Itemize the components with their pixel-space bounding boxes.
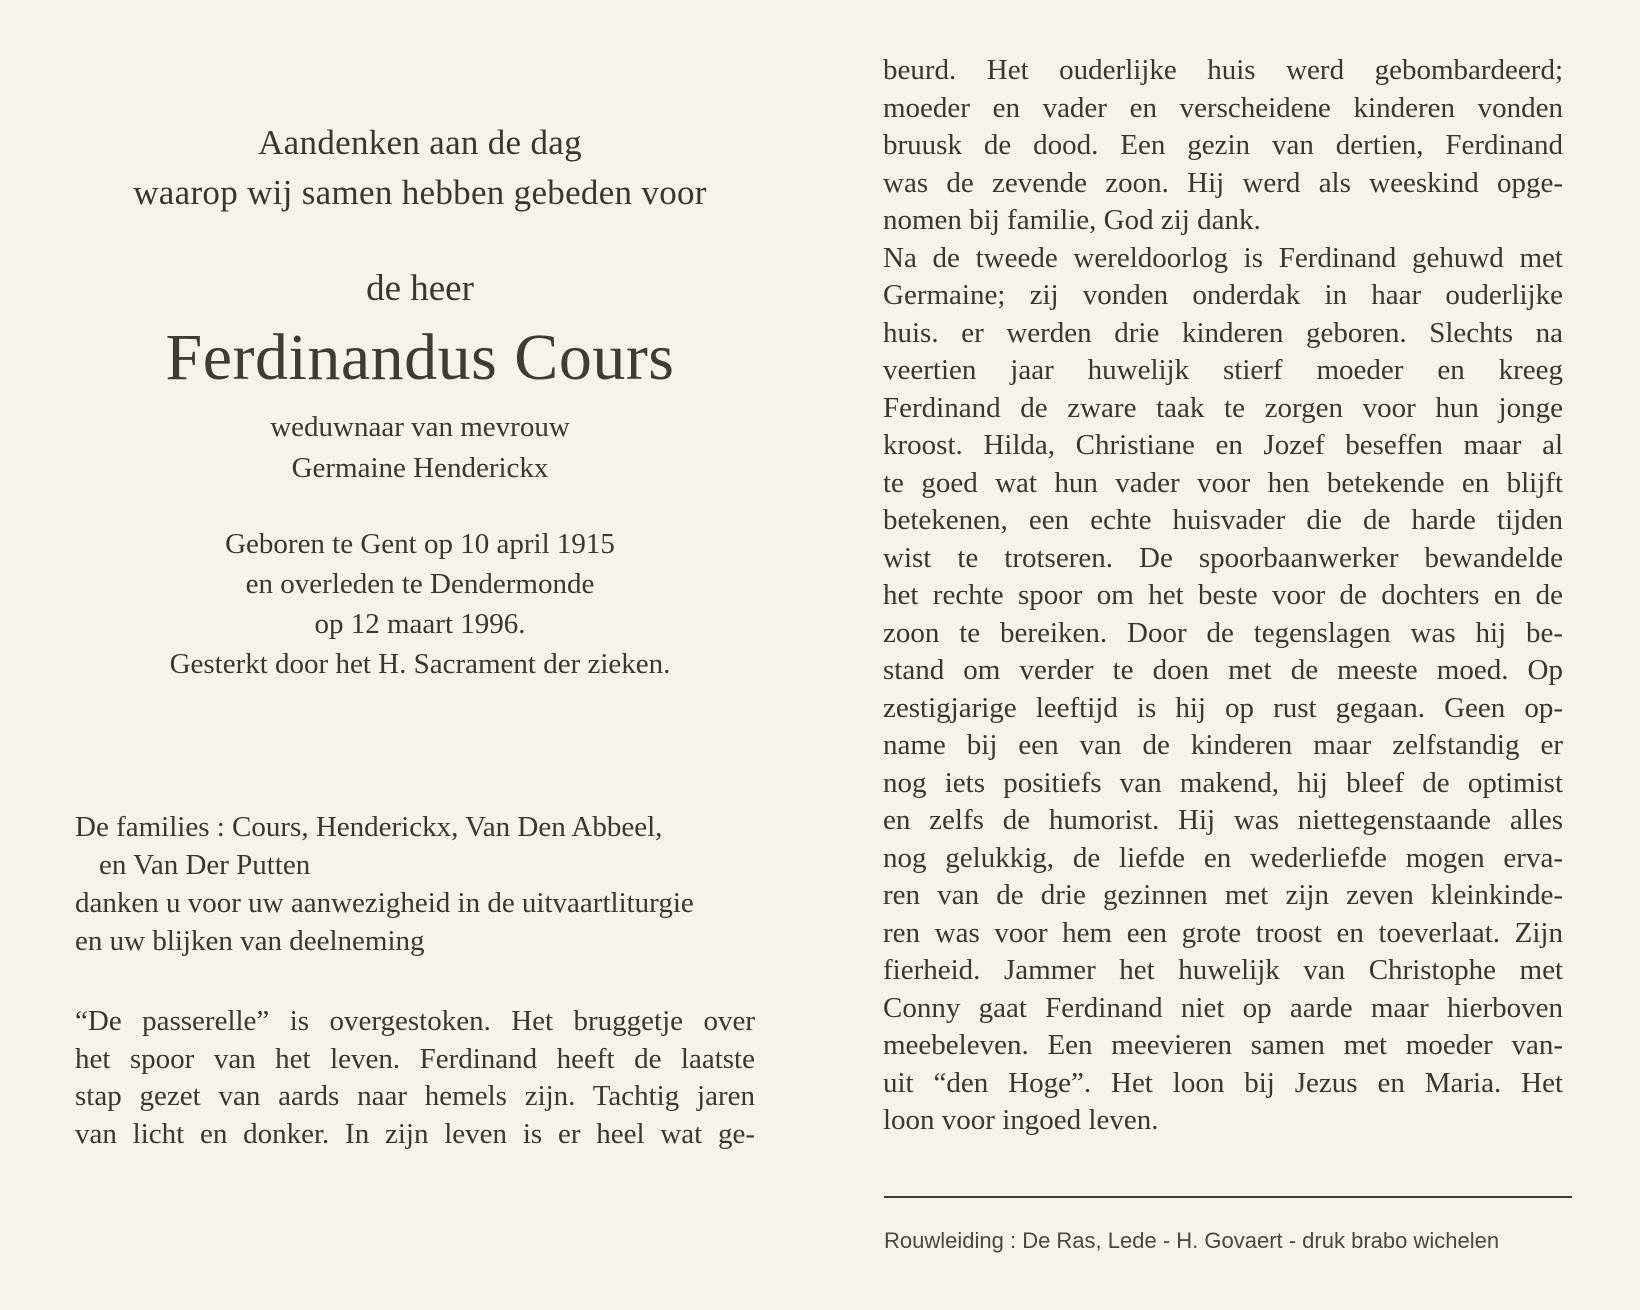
bio-line: Ferdinand de zware taak te zorgen voor hun jonge xyxy=(883,391,1563,424)
bio-line: bruusk de dood. Een gezin van dertien, Ferdinand xyxy=(883,129,1563,161)
bio-line: ren was voor hem een grote troost en toeverlaat. Zijn xyxy=(883,916,1563,949)
bio-line: huis. er werden drie kinderen geboren. Slechts na xyxy=(883,316,1563,349)
dates-line-1: Geboren te Gent op 10 april 1915 xyxy=(225,528,615,560)
families-line-4: en uw blijken van deelneming xyxy=(75,925,425,957)
families-thanks xyxy=(75,808,765,960)
bio-line: en zelfs de humorist. Hij was niettegenstaande alles xyxy=(883,804,1563,836)
bio-line: loon voor ingoed leven. xyxy=(883,1104,1159,1136)
families-line-1: De families : Cours, Henderickx, Van Den Abbeel, xyxy=(75,811,663,843)
dates-line-4: Gesterkt door het H. Sacrament der zieken. xyxy=(169,648,671,680)
families-line-3: danken u voor uw aanwezigheid in de uitvaartliturgie xyxy=(75,887,694,919)
bio-line: uit “den Hoge”. Het loon bij Jezus en Maria. Het xyxy=(883,1066,1563,1099)
bio-line: het spoor van het leven. Ferdinand heeft de laatste xyxy=(75,1042,755,1075)
bio-line: “De passerelle” is overgestoken. Het bruggetje over xyxy=(75,1005,755,1037)
bio-line: kroost. Hilda, Christiane en Jozef beseffen maar al xyxy=(883,429,1563,461)
deceased-name: Ferdinandus Cours xyxy=(165,321,675,394)
bio-line: nog iets positiefs van makend, hij bleef de optimist xyxy=(883,766,1563,799)
bio-line: te goed wat hun vader voor hen betekende en blijft xyxy=(883,466,1563,499)
intro-text xyxy=(80,118,760,218)
widower-text xyxy=(80,407,760,489)
bio-line: stap gezet van aards naar hemels zijn. Tachtig jaren xyxy=(75,1080,755,1112)
bio-line: van licht en donker. In zijn leven is er heel wat ge- xyxy=(75,1117,755,1150)
bio-line: Na de tweede wereldoorlog is Ferdinand gehuwd met xyxy=(883,241,1563,274)
title-de-heer: de heer xyxy=(366,268,474,309)
bio-line: nomen bij familie, God zij dank. xyxy=(883,204,1261,236)
bio-line: beurd. Het ouderlijke huis werd gebombardeerd; xyxy=(883,54,1563,86)
widower-line-2: Germaine Henderickx xyxy=(291,452,549,484)
bio-line: Germaine; zij vonden onderdak in haar ouderlijke xyxy=(883,279,1563,311)
bio-line: fierheid. Jammer het huwelijk van Christophe met xyxy=(883,954,1563,986)
bio-line: het rechte spoor om het beste voor de dochters en de xyxy=(883,579,1563,611)
bio-line: betekenen, een echte huisvader die de harde tijden xyxy=(883,504,1563,536)
bio-line: moeder en vader en verscheidene kinderen vonden xyxy=(883,91,1563,124)
bio-line: nog gelukkig, de liefde en wederliefde mogen erva- xyxy=(883,841,1563,874)
dates-line-3: op 12 maart 1996. xyxy=(314,608,526,640)
biography-left xyxy=(75,1003,755,1153)
bio-line: zoon te bereiken. Door de tegenslagen was hij be- xyxy=(883,616,1563,649)
bio-line: zestigjarige leeftijd is hij op rust gegaan. Geen op- xyxy=(883,691,1563,724)
dates-line-2: en overleden te Dendermonde xyxy=(245,568,595,600)
bio-line: was de zevende zoon. Hij werd als weeskind opge- xyxy=(883,166,1563,199)
widower-line-1: weduwnaar van mevrouw xyxy=(270,411,570,443)
bio-line: Conny gaat Ferdinand niet op aarde maar hierboven xyxy=(883,991,1563,1024)
bio-line: ren van de drie gezinnen met zijn zeven kleinkinde- xyxy=(883,879,1563,911)
families-line-2: en Van Der Putten xyxy=(99,849,311,881)
bio-line: meebeleven. Een meevieren samen met moeder van- xyxy=(883,1029,1563,1061)
footer-credits: Rouwleiding : De Ras, Lede - H. Govaert - druk brabo wichelen xyxy=(884,1228,1500,1253)
birth-death-dates xyxy=(80,524,760,684)
intro-line-2: waarop wij samen hebben gebeden voor xyxy=(133,173,707,212)
intro-line-1: Aandenken aan de dag xyxy=(258,123,582,162)
bio-line: veertien jaar huwelijk stierf moeder en kreeg xyxy=(883,354,1563,386)
bio-line: wist te trotseren. De spoorbaanwerker bewandelde xyxy=(883,541,1563,574)
footer-divider xyxy=(884,1196,1572,1198)
bio-line: name bij een van de kinderen maar zelfstandig er xyxy=(883,729,1563,761)
biography-right xyxy=(883,52,1563,1140)
bio-line: stand om verder te doen met de meeste moed. Op xyxy=(883,654,1563,686)
